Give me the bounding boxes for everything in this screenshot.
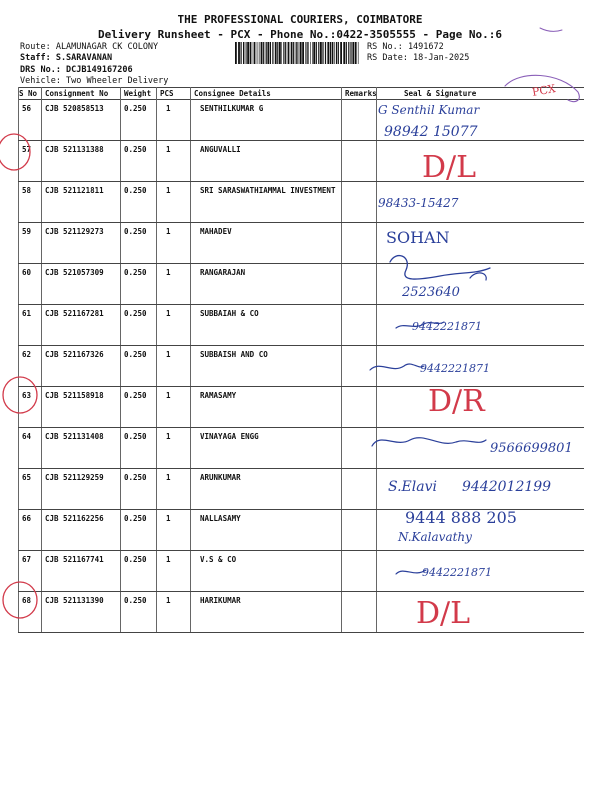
barcode-bar [307,42,308,64]
row-consignee-name: ANGUVALLI [200,145,241,154]
signature-r56-phone: 98942 15077 [384,124,478,140]
row-weight: 0.250 [124,104,147,113]
row-consignment-no: CJB 521131388 [45,145,104,154]
barcode-bar [318,42,319,64]
barcode-bar [336,42,337,64]
barcode-bar [277,42,278,64]
row-sno: 63 [22,391,32,400]
row-weight: 0.250 [124,145,147,154]
signature-r60-phone: 2523640 [402,285,460,300]
barcode-bar [238,42,240,64]
row-consignee-name: RANGARAJAN [200,268,246,277]
table-row [18,386,584,427]
row-consignee-name: VINAYAGA ENGG [200,432,259,441]
row-pcs: 1 [166,432,171,441]
row-pcs: 1 [166,473,171,482]
rs-number-label: RS No.: 1491672 [367,42,444,52]
barcode-bar [308,42,309,64]
barcode-bar [300,42,302,64]
row-consignment-no: CJB 521129273 [45,227,104,236]
barcode-bar [340,42,342,64]
barcode-bar [312,42,313,64]
row-weight: 0.250 [124,268,147,277]
row-consignee-name: SUBBAISH AND CO [200,350,268,359]
row-consignee-name: NALLASAMY [200,514,241,523]
row-pcs: 1 [166,104,171,113]
barcode-bar [334,42,335,64]
row-weight: 0.250 [124,473,147,482]
barcode-bar [338,42,339,64]
row-consignment-no: CJB 521167326 [45,350,104,359]
barcode-bar [258,42,259,64]
row-weight: 0.250 [124,555,147,564]
row-weight: 0.250 [124,514,147,523]
signature-r59-name: SOHAN [386,228,450,247]
barcode-bar [343,42,345,64]
table-row [18,181,584,222]
barcode-bar [270,42,271,64]
row-sno: 62 [22,350,32,359]
barcode-bar [310,42,311,64]
table-row [18,591,584,632]
barcode-bar [263,42,264,64]
barcode-bar [245,42,246,64]
row-sno: 68 [22,596,32,605]
row-consignment-no: CJB 521057309 [45,268,104,277]
barcode-bar [293,42,294,64]
barcode-bar [261,42,263,64]
header-consignment: Consignment No [45,89,109,98]
barcode-bar [243,42,244,64]
row-consignee-name: HARIKUMAR [200,596,241,605]
barcode-bar [288,42,290,64]
barcode-bar [241,42,242,64]
row-sno: 57 [22,145,32,154]
row-sno: 61 [22,309,32,318]
signature-r64-phone: 9566699801 [490,441,573,456]
row-consignee-name: SRI SARASWATHIAMMAL INVESTMENT [200,186,336,195]
row-pcs: 1 [166,145,171,154]
row-consignee-name: ARUNKUMAR [200,473,241,482]
barcode-bar [316,42,317,64]
row-consignee-name: SENTHILKUMAR G [200,104,264,113]
table-row [18,222,584,263]
barcode-bar [250,42,252,64]
row-pcs: 1 [166,268,171,277]
row-consignment-no: CJB 521162256 [45,514,104,523]
row-sno: 60 [22,268,32,277]
table-row [18,304,584,345]
rs-date-label: RS Date: 18-Jan-2025 [367,53,470,63]
barcode-bar [285,42,286,64]
barcode-bar [275,42,277,64]
barcode-bar [313,42,315,64]
barcode-bar [332,42,334,64]
row-consignment-no: CJB 521121811 [45,186,104,195]
barcode-bar [327,42,329,64]
row-consignment-no: CJB 521131390 [45,596,104,605]
company-title: THE PROFESSIONAL COURIERS, COIMBATORE [177,13,423,26]
route-label: Route: ALAMUNAGAR CK COLONY [20,42,159,52]
barcode-bar [296,42,297,64]
row-pcs: 1 [166,227,171,236]
row-consignment-no: CJB 521167741 [45,555,104,564]
row-consignment-no: CJB 521131408 [45,432,104,441]
row-sno: 59 [22,227,32,236]
barcode-bar [346,42,347,64]
consignment-table [18,87,584,632]
row-sno: 65 [22,473,32,482]
signature-r56-name: G Senthil Kumar [378,103,480,117]
barcode-bar [283,42,284,64]
row-sno: 66 [22,514,32,523]
barcode-bar [348,42,349,64]
barcode-bar [235,42,237,64]
row-weight: 0.250 [124,186,147,195]
row-divider [18,632,584,633]
table-row [18,550,584,591]
row-weight: 0.250 [124,432,147,441]
row-weight: 0.250 [124,227,147,236]
signature-r67-phone: 9442221871 [422,566,492,579]
remark-r57-dl: D/L [422,150,477,185]
barcode-bar [260,42,261,64]
table-top-border [18,87,584,88]
vehicle-label: Vehicle: Two Wheeler Delivery [20,76,169,86]
barcode-bar [305,42,306,64]
row-sno: 64 [22,432,32,441]
barcode-bar [281,42,282,64]
signature-r66-phone: 9444 888 205 [405,508,517,527]
signature-r65-name: S.Elavi [388,479,437,495]
row-pcs: 1 [166,555,171,564]
barcode-bar [330,42,331,64]
row-sno: 67 [22,555,32,564]
barcode-bar [297,42,298,64]
header-consignee: Consignee Details [194,89,271,98]
barcode-bar [254,42,255,64]
barcode-bar [247,42,249,64]
barcode-bar [272,42,273,64]
header-weight: Weight [124,89,152,98]
row-consignee-name: SUBBAIAH & CO [200,309,259,318]
header-remarks: Remarks [345,89,377,98]
barcode-bar [352,42,354,64]
barcode-bar [256,42,257,64]
header-pcs: PCS [160,89,174,98]
row-pcs: 1 [166,309,171,318]
row-pcs: 1 [166,350,171,359]
barcode-bar [358,42,359,64]
signature-r65-phone: 9442012199 [462,479,552,495]
barcode-bar [320,42,322,64]
row-pcs: 1 [166,596,171,605]
barcode-bar [291,42,293,64]
table-row [18,345,584,386]
barcode-bar [325,42,326,64]
remark-r63-dr: D/R [428,384,485,419]
barcode-bar [279,42,281,64]
signature-r66-name: N.Kalavathy [398,530,472,544]
row-weight: 0.250 [124,391,147,400]
table-row [18,140,584,181]
row-pcs: 1 [166,514,171,523]
barcode-image [235,42,359,64]
barcode-bar [299,42,300,64]
barcode-bar [266,42,267,64]
table-row [18,263,584,304]
signature-r62-phone: 9442221871 [420,362,490,375]
row-consignment-no: CJB 521167281 [45,309,104,318]
row-weight: 0.250 [124,350,147,359]
runsheet-subtitle: Delivery Runsheet - PCX - Phone No.:0422-3505555 - Page No.:6 [98,28,502,41]
barcode-bar [355,42,357,64]
barcode-bar [322,42,323,64]
header-seal-signature: Seal & Signature [404,89,477,98]
row-consignee-name: V.S & CO [200,555,237,564]
row-sno: 56 [22,104,32,113]
barcode-bar [350,42,351,64]
header-sno: S No [19,89,38,98]
signature-r58-phone: 98433-15427 [378,196,459,210]
drs-label: DRS No.: DCJB149167206 [20,65,133,75]
remark-r68-dl: D/L [416,596,471,631]
barcode-bar [253,42,254,64]
row-weight: 0.250 [124,309,147,318]
row-consignment-no: CJB 521129259 [45,473,104,482]
row-consignee-name: MAHADEV [200,227,232,236]
barcode-bar [267,42,269,64]
row-consignee-name: RAMASAMY [200,391,237,400]
row-weight: 0.250 [124,596,147,605]
row-pcs: 1 [166,186,171,195]
staff-label: Staff: S.SARAVANAN [20,53,113,63]
table-row [18,99,584,140]
row-consignment-no: CJB 521158918 [45,391,104,400]
barcode-bar [246,42,247,64]
row-pcs: 1 [166,391,171,400]
signature-r61-phone: 9442221871 [412,320,482,333]
row-consignment-no: CJB 520858513 [45,104,104,113]
barcode-bar [351,42,352,64]
barcode-bar [302,42,304,64]
row-sno: 58 [22,186,32,195]
stamp-pcx-text: PCX [531,82,557,99]
